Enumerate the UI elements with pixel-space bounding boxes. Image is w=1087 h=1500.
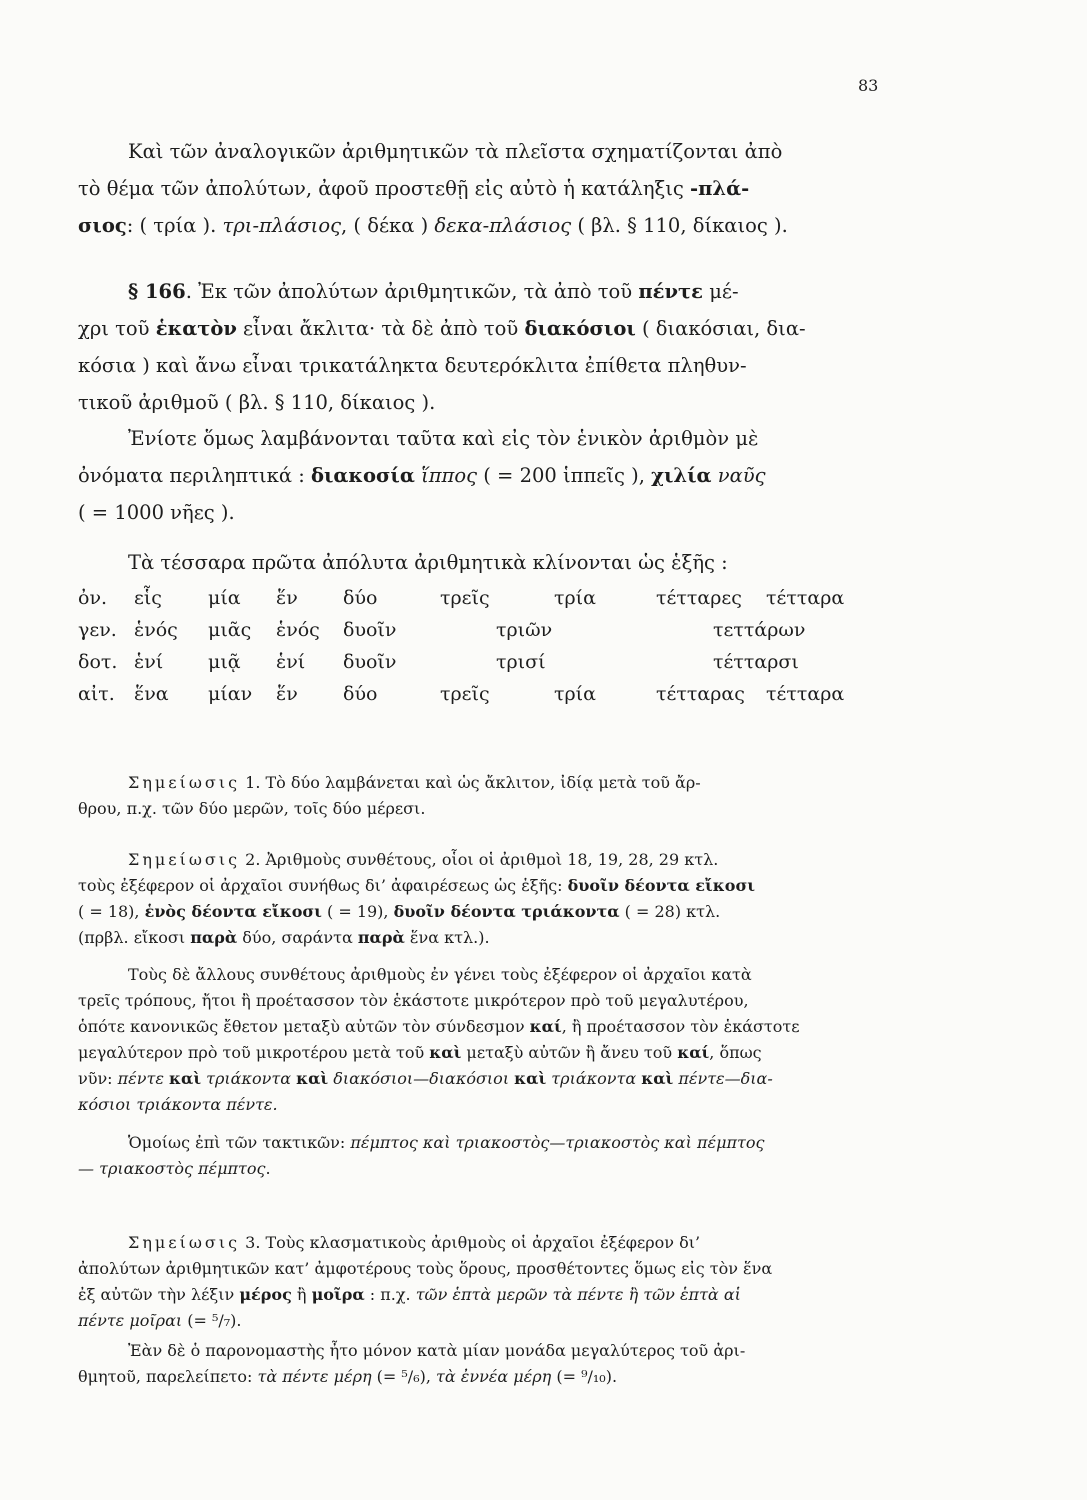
text-segment: καὶ <box>429 1043 462 1062</box>
table-cell: μία <box>208 587 241 609</box>
text-segment: ( = 1000 νῆες ). <box>78 501 235 524</box>
text-line <box>78 170 908 207</box>
text-segment: τὸ θέμα τῶν ἀπολύτων, ἀφοῦ προστεθῇ εἰς αὐτὸ ἡ κατάληξις <box>78 177 691 200</box>
text-segment: ( βλ. § 110, δίκαιος ). <box>571 214 788 237</box>
text-segment: καὶ <box>296 1069 329 1088</box>
table-cell: τρισί <box>496 651 546 673</box>
text-segment: τρι-πλάσιος <box>222 214 341 237</box>
text-segment: καί <box>677 1043 710 1062</box>
table-cell: ὀν. <box>78 587 108 609</box>
text-line <box>78 770 908 796</box>
text-segment: διακόσιοι <box>524 317 636 340</box>
text-segment: παρὰ <box>190 928 238 947</box>
table-cell: τέτταρας <box>656 683 745 705</box>
table-cell: ἑνός <box>134 619 178 641</box>
text-segment: διακοσία <box>310 464 415 487</box>
text-segment: πέντε <box>638 280 703 303</box>
table-cell: μιᾶς <box>208 619 252 641</box>
table-cell: τέτταρσι <box>713 651 799 673</box>
table-cell: δύο <box>343 587 378 609</box>
note-label: Σημείωσις <box>128 850 241 869</box>
text-line <box>78 457 908 494</box>
text-line: Τὰ τέσσαρα πρῶτα ἀπόλυτα ἀριθμητικὰ κλίνονται ὡς ἑξῆς : <box>128 551 728 574</box>
note-label: Σημείωσις <box>128 1233 241 1252</box>
text-segment: θρου, π.χ. τῶν δύο μερῶν, τοῖς δύο μέρεσι. <box>78 799 426 818</box>
text-line <box>78 1040 908 1066</box>
text-segment: πέμπτος καὶ τριακοστὸς—τριακοστὸς καὶ πέμπτος <box>350 1133 765 1152</box>
text-segment: πέντε μοῖραι <box>78 1311 183 1330</box>
text-line <box>78 207 908 244</box>
text-segment: ( = 19), <box>321 902 394 921</box>
note-3-continued <box>78 1338 908 1390</box>
text-line <box>78 1308 908 1334</box>
text-segment: (= ⁹/₁₀). <box>551 1367 618 1386</box>
text-segment: ἵππος <box>421 464 478 487</box>
table-cell: ἑνός <box>276 619 320 641</box>
text-line <box>78 1338 908 1364</box>
table-row <box>78 587 908 619</box>
text-segment: (πρβλ. εἴκοσι <box>78 928 191 947</box>
note-3 <box>78 1230 908 1334</box>
table-cell: τέτταρα <box>766 683 845 705</box>
table-cell: ἑνί <box>134 651 164 673</box>
text-line <box>78 899 908 925</box>
note-1 <box>78 770 908 822</box>
table-cell: τρεῖς <box>440 683 490 705</box>
text-line <box>78 796 908 822</box>
text-segment: πέντε <box>117 1069 170 1088</box>
text-segment: χρι τοῦ <box>78 317 156 340</box>
text-segment: εἶναι ἄκλιτα· τὰ δὲ ἀπὸ τοῦ <box>236 317 525 340</box>
table-cell: τέτταρα <box>766 587 845 609</box>
text-line <box>78 1092 908 1118</box>
text-segment: τῶν ἑπτὰ μερῶν τὰ πέντε ἢ τῶν ἑπτὰ αἱ <box>415 1285 741 1304</box>
text-segment: δυοῖν δέοντα εἴκοσι <box>567 876 755 895</box>
table-cell: δυοῖν <box>343 619 397 641</box>
text-segment: τὰ ἐννέα μέρη <box>436 1367 552 1386</box>
text-segment: , ( δέκα ) <box>341 214 435 237</box>
table-cell: τριῶν <box>496 619 553 641</box>
table-cell: δύο <box>343 683 378 705</box>
text-segment: ἐξ αὐτῶν τὴν λέξιν <box>78 1285 240 1304</box>
table-cell: τρεῖς <box>440 587 490 609</box>
text-segment: πέντε—δια- <box>673 1069 773 1088</box>
text-line <box>78 347 908 384</box>
text-segment: μοῖρα <box>311 1285 365 1304</box>
text-segment: ἀπολύτων ἀριθμητικῶν κατ’ ἀμφοτέρους τοὺς ὅρους, προσθέτοντες ὅμως εἰς τὸν ἕνα <box>78 1259 773 1278</box>
text-segment: ὀνόματα περιληπτικά : <box>78 464 311 487</box>
table-cell: ἕν <box>276 587 298 609</box>
text-segment: ( = 200 ἱππεῖς ), <box>477 464 652 487</box>
text-segment: Ἐὰν δὲ ὁ παρονομαστὴς ἦτο μόνον κατὰ μίαν μονάδα μεγαλύτερος τοῦ ἀρι- <box>128 1341 746 1360</box>
text-segment: : ( τρία ). <box>126 214 223 237</box>
text-line <box>78 420 908 457</box>
table-cell: ἑνί <box>276 651 306 673</box>
text-segment: Τοὺς δὲ ἄλλους συνθέτους ἀριθμοὺς ἐν γένει τοὺς ἐξέφερον οἱ ἀρχαῖοι κατὰ <box>128 965 752 984</box>
text-line <box>78 310 908 347</box>
text-segment: καὶ <box>514 1069 547 1088</box>
text-line <box>78 133 908 170</box>
table-cell: ἕνα <box>134 683 169 705</box>
text-segment: μέ- <box>703 280 739 303</box>
text-line <box>78 1230 908 1256</box>
text-segment: -πλά- <box>690 177 750 200</box>
text-line <box>78 1130 908 1156</box>
text-segment: 1. Τὸ δύο λαμβάνεται καὶ ὡς ἄκλιτον, ἰδίᾳ μετὰ τοῦ ἄρ- <box>240 773 701 792</box>
paragraph-declension-intro <box>78 544 908 581</box>
text-segment: ὁπότε κανονικῶς ἔθετον μεταξὺ αὐτῶν τὸν σύνδεσμον <box>78 1017 530 1036</box>
table-row <box>78 683 908 715</box>
text-segment: μεταξὺ αὐτῶν ἢ ἄνευ τοῦ <box>461 1043 678 1062</box>
note-label: Σημείωσις <box>128 773 241 792</box>
text-segment: διακόσιοι—διακόσιοι <box>328 1069 515 1088</box>
table-cell: γεν. <box>78 619 117 641</box>
text-segment: (= ⁵/₆), <box>371 1367 437 1386</box>
section-number: § 166 <box>128 280 186 303</box>
text-segment: , ὅπως <box>709 1043 762 1062</box>
text-segment: δυοῖν δέοντα τριάκοντα <box>393 902 620 921</box>
text-segment: ναῦς <box>717 464 766 487</box>
text-line <box>78 1282 908 1308</box>
text-segment: παρὰ <box>357 928 405 947</box>
text-segment: τικοῦ ἀριθμοῦ ( βλ. § 110, δίκαιος ). <box>78 391 436 414</box>
note-2-continued <box>78 962 908 1118</box>
text-segment: . Ἐκ τῶν ἀπολύτων ἀριθμητικῶν, τὰ ἀπὸ τοῦ <box>185 280 639 303</box>
text-line <box>78 384 908 421</box>
table-cell: τρία <box>554 587 596 609</box>
text-segment: ἢ <box>291 1285 312 1304</box>
text-segment: καὶ <box>169 1069 202 1088</box>
table-cell: εἷς <box>134 587 162 609</box>
text-segment: 3. Τοὺς κλασματικοὺς ἀριθμοὺς οἱ ἀρχαῖοι ἐξέφερον δι’ <box>240 1233 701 1252</box>
text-line <box>78 1156 908 1182</box>
text-line <box>78 925 908 951</box>
text-segment: τὰ πέντε μέρη <box>257 1367 372 1386</box>
text-segment: καὶ <box>641 1069 674 1088</box>
text-segment: ( διακόσιαι, δια- <box>635 317 806 340</box>
text-segment: , ἢ προέτασσον τὸν ἑκάστοτε <box>561 1017 800 1036</box>
paragraph-singular-use <box>78 420 908 531</box>
table-cell: τέτταρες <box>656 587 742 609</box>
text-segment: σιος <box>78 214 127 237</box>
paragraph-analogic-numerals <box>78 133 908 244</box>
text-segment: τριάκοντα <box>546 1069 642 1088</box>
text-line <box>78 962 908 988</box>
text-segment: χιλία <box>651 464 712 487</box>
table-cell: αἰτ. <box>78 683 115 705</box>
text-segment: ἕνα κτλ.). <box>404 928 490 947</box>
text-line <box>78 988 908 1014</box>
text-segment: δεκα-πλάσιος <box>434 214 572 237</box>
note-2 <box>78 847 908 951</box>
text-segment: Καὶ τῶν ἀναλογικῶν ἀριθμητικῶν τὰ πλεῖστα σχηματίζονται ἀπὸ <box>128 140 783 163</box>
text-line <box>78 494 908 531</box>
text-segment: θμητοῦ, παρελείπετο: <box>78 1367 258 1386</box>
text-segment: ἑκατὸν <box>155 317 237 340</box>
text-segment: Ὁμοίως ἐπὶ τῶν τακτικῶν: <box>128 1133 351 1152</box>
table-cell: δυοῖν <box>343 651 397 673</box>
table-cell: ἕν <box>276 683 298 705</box>
text-segment: — τριακοστὸς πέμπτος <box>78 1159 266 1178</box>
text-segment: μεγαλύτερον πρὸ τοῦ μικροτέρου μετὰ τοῦ <box>78 1043 430 1062</box>
text-line <box>78 1364 908 1390</box>
text-segment: : π.χ. <box>364 1285 416 1304</box>
text-line <box>78 1256 908 1282</box>
text-segment: ( = 28) κτλ. <box>619 902 721 921</box>
text-segment: καί <box>529 1017 562 1036</box>
text-line <box>78 1066 908 1092</box>
text-segment: ἑνὸς δέοντα εἴκοσι <box>144 902 322 921</box>
text-segment: τρεῖς τρόπους, ἤτοι ἢ προέτασσον τὸν ἑκάστοτε μικρότερον πρὸ τοῦ μεγαλυτέρου, <box>78 991 749 1010</box>
note-2-ordinals <box>78 1130 908 1182</box>
table-cell: μίαν <box>208 683 253 705</box>
section-166 <box>78 273 908 421</box>
declension-table <box>78 587 908 715</box>
page-number: 83 <box>858 76 879 95</box>
text-segment: 2. Ἀριθμοὺς συνθέτους, οἷοι οἱ ἀριθμοὶ 18, 19, 28, 29 κτλ. <box>240 850 719 869</box>
text-segment: δύο, σαράντα <box>237 928 358 947</box>
text-segment: Ἐνίοτε ὅμως λαμβάνονται ταῦτα καὶ εἰς τὸν ἑνικὸν ἀριθμὸν μὲ <box>128 427 759 450</box>
table-cell: τρία <box>554 683 596 705</box>
text-segment: . <box>265 1159 271 1178</box>
text-segment: τριάκοντα <box>201 1069 297 1088</box>
text-segment: τοὺς ἐξέφερον οἱ ἀρχαῖοι συνήθως δι’ ἀφαιρέσεως ὡς ἑξῆς: <box>78 876 568 895</box>
text-line <box>78 847 908 873</box>
table-cell: δοτ. <box>78 651 118 673</box>
text-segment: μέρος <box>239 1285 292 1304</box>
table-row <box>78 619 908 651</box>
text-line <box>78 873 908 899</box>
text-segment: (= ⁵/₇). <box>182 1311 242 1330</box>
text-segment: ( = 18), <box>78 902 145 921</box>
table-cell: μιᾷ <box>208 651 241 673</box>
text-segment: κόσια ) καὶ ἄνω εἶναι τρικατάληκτα δευτερόκλιτα ἐπίθετα πληθυν- <box>78 354 747 377</box>
text-line <box>78 273 908 310</box>
table-cell: τεττάρων <box>713 619 806 641</box>
text-line <box>78 1014 908 1040</box>
text-segment: κόσιοι τριάκοντα πέντε. <box>78 1095 278 1114</box>
text-segment: νῦν: <box>78 1069 118 1088</box>
table-row <box>78 651 908 683</box>
